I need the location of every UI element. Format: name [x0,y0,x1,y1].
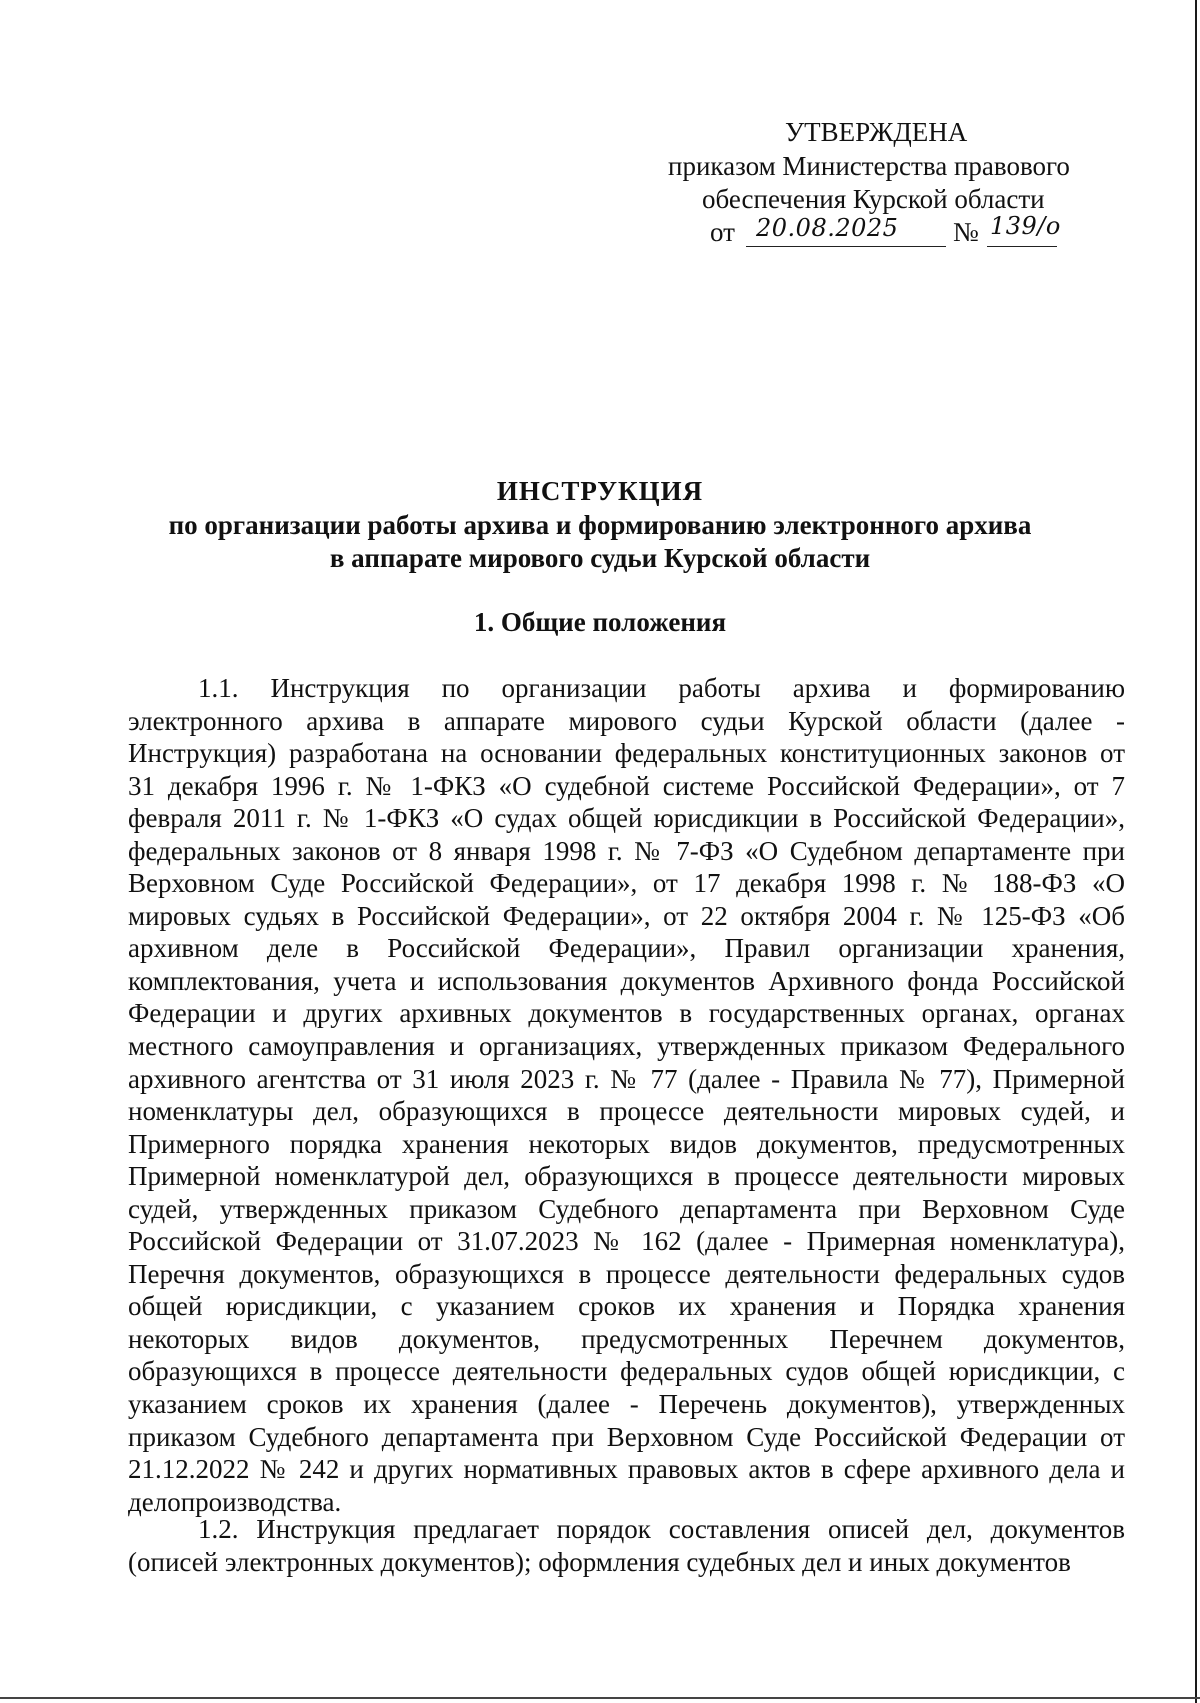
paragraph-line: комплектования, учета и использования документов Архивного фонда Российской [128,965,1125,996]
date-prefix: от [710,217,735,247]
paragraph-line: федеральных законов от 8 января 1998 г. № 7-ФЗ «О Судебном департаменте при [128,835,1125,866]
paragraph-line: местного самоуправления и организациях, утвержденных приказом Федерального [128,1031,1125,1062]
paragraph-line: 1.2. Инструкция предлагает порядок составления описей дел, документов [198,1514,1125,1544]
paragraph-line: Российской Федерации от 31.07.2023 № 162 (далее - Примерная номенклатура), [128,1226,1125,1257]
paragraph-line: мировых судьях в Российской Федерации», от 22 октября 2004 г. № 125-ФЗ «Об [128,900,1125,931]
paragraph-line: 1.1. Инструкция по организации работы архива и формированию [198,673,1125,703]
paragraph-1-2 [128,1513,1125,1578]
paragraph-line: Примерной номенклатурой дел, образующихся в процессе деятельности мировых [128,1161,1125,1192]
paragraph-line: судей, утвержденных приказом Судебного департамента при Верховном Суде [128,1193,1125,1224]
paragraph-line: (описей электронных документов); оформления судебных дел и иных документов [128,1546,1071,1577]
number-prefix: № [953,217,979,247]
paragraph-line: образующихся в процессе деятельности федеральных судов общей юрисдикции, с [128,1356,1125,1387]
approval-ministry-line: обеспечения Курской области [702,184,1045,214]
paragraph-line: Примерного порядка хранения некоторых видов документов, предусмотренных [128,1128,1125,1159]
paragraph-line: делопроизводства. [128,1486,342,1517]
paragraph-line: Перечня документов, образующихся в процессе деятельности федеральных судов [128,1258,1125,1289]
scan-edge-bottom [0,1697,1200,1699]
section-heading: 1. Общие положения [473,607,727,637]
handwritten-date: 20.08.2025 [756,214,899,242]
paragraph-line: указанием сроков их хранения (далее - Перечень документов), утвержденных [128,1389,1125,1420]
paragraph-line: февраля 2011 г. № 1-ФКЗ «О судах общей юрисдикции в Российской Федерации», [128,803,1125,834]
paragraph-line: архивного агентства от 31 июля 2023 г. № 77 (далее - Правила № 77), Примерной [128,1063,1125,1094]
paragraph-line: Верховном Суде Российской Федерации», от 17 декабря 1998 г. № 188-ФЗ «О [128,868,1125,899]
paragraph-line: электронного архива в аппарате мирового судьи Курской области (далее - [128,705,1125,736]
approval-heading: УТВЕРЖДЕНА [785,117,968,147]
paragraph-line: Инструкция) разработана на основании федеральных конституционных законов от [128,738,1125,769]
paragraph-1-1 [128,672,1125,1518]
document-subtitle-line-1: по организации работы архива и формированию электронного архива [168,510,1032,540]
document-title: ИНСТРУКЦИЯ [496,476,704,506]
paragraph-line: 21.12.2022 № 242 и других нормативных правовых актов в сфере архивного дела и [128,1454,1125,1485]
approval-order-line: приказом Министерства правового [668,151,1070,181]
paragraph-line: Федерации и других архивных документов в государственных органах, органах [128,998,1125,1029]
document-subtitle-line-2: в аппарате мирового судьи Курской области [329,543,871,573]
approval-date-number-line [710,212,1070,256]
paragraph-line: общей юрисдикции, с указанием сроков их хранения и Порядка хранения [128,1291,1125,1322]
paragraph-line: приказом Судебного департамента при Верховном Суде Российской Федерации от [128,1421,1125,1452]
handwritten-number: 139/о [990,212,1061,240]
paragraph-line: номенклатуры дел, образующихся в процессе деятельности мировых судей, и [128,1096,1125,1127]
paragraph-line: архивном деле в Российской Федерации», Правил организации хранения, [128,933,1125,964]
paragraph-line: некоторых видов документов, предусмотренных Перечнем документов, [128,1323,1125,1354]
scan-edge-right [1195,0,1197,1703]
paragraph-line: 31 декабря 1996 г. № 1-ФКЗ «О судебной системе Российской Федерации», от 7 [128,770,1125,801]
